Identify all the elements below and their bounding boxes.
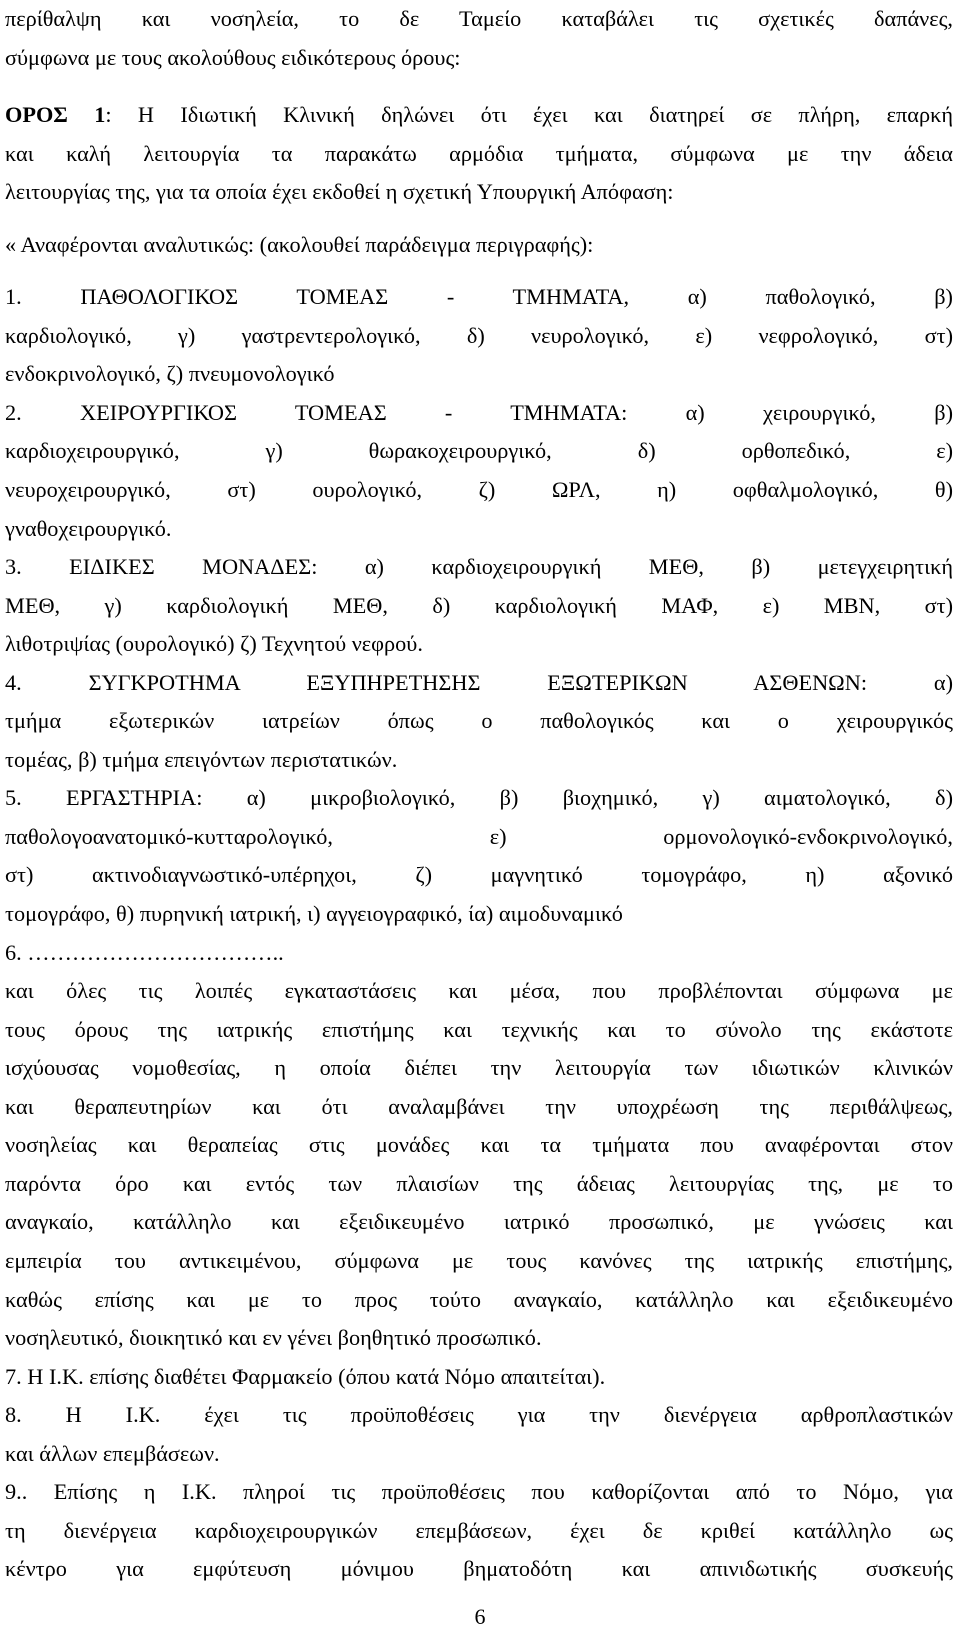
list-item-line: 7. Η Ι.Κ. επίσης διαθέτει Φαρμακείο (όπου κατά Νόμο απαιτείται). bbox=[5, 1363, 606, 1389]
term1-line: και καλή λειτουργία τα παρακάτω αρμόδια τμήματα, σύμφωνα με την άδεια bbox=[5, 140, 953, 166]
list-item-line: λιθοτριψίας (ουρολογικό) ζ) Τεχνητού νεφρού. bbox=[5, 631, 423, 657]
intro-line: σύμφωνα με τους ακολούθους ειδικότερους όρους: bbox=[5, 44, 461, 70]
list-item-line: ενδοκρινολογικό, ζ) πνευμονολογικό bbox=[5, 361, 335, 387]
list-item-line: καρδιοχειρουργικό, γ) θωρακοχειρουργικό, δ) ορθοπεδικό, ε) bbox=[5, 438, 953, 464]
list-item-line: νευροχειρουργικό, στ) ουρολογικό, ζ) ΩΡΛ, η) οφθαλμολογικό, θ) bbox=[5, 477, 953, 503]
list-item-line: τομέας, β) τμήμα επειγόντων περιστατικών. bbox=[5, 746, 398, 772]
list-item-line: νοσηλείας και θεραπείας στις μονάδες και τα τμήματα που αναφέρονται στον bbox=[5, 1132, 953, 1158]
list-item-line: καρδιολογικό, γ) γαστρεντερολογικό, δ) νευρολογικό, ε) νεφρολογικό, στ) bbox=[5, 322, 953, 348]
list-item-line: ισχύουσας νομοθεσίας, η οποία διέπει την λειτουργία των ιδιωτικών κλινικών bbox=[5, 1055, 953, 1081]
list-item-line: αναγκαίο, κατάλληλο και εξειδικευμένο ιατρικό προσωπικό, με γνώσεις και bbox=[5, 1209, 953, 1235]
list-item-line: 3. ΕΙΔΙΚΕΣ ΜΟΝΑΔΕΣ: α) καρδιοχειρουργική ΜΕΘ, β) μετεγχειρητική bbox=[5, 554, 953, 580]
term1-text: : Η Ιδιωτική Κλινική δηλώνει ότι έχει και διατηρεί σε πλήρη, επαρκή bbox=[105, 102, 953, 128]
document-page bbox=[5, 0, 953, 1589]
list-item-line: στ) ακτινοδιαγνωστικό-υπέρηχοι, ζ) μαγνητικό τομογράφο, η) αξονικό bbox=[5, 862, 953, 888]
intro-line: περίθαλψη και νοσηλεία, το δε Ταμείο καταβάλει τις σχετικές δαπάνες, bbox=[5, 6, 953, 31]
list-item-line: 4. ΣΥΓΚΡΟΤΗΜΑ ΕΞΥΠΗΡΕΤΗΣΗΣ ΕΞΩΤΕΡΙΚΩΝ ΑΣΘΕΝΩΝ: α) bbox=[5, 669, 953, 695]
list-item-line: 9.. Επίσης η Ι.Κ. πληροί τις προϋποθέσεις που καθορίζονται από το Νόμο, για bbox=[5, 1479, 953, 1505]
list-item-line: ΜΕΘ, γ) καρδιολογική ΜΕΘ, δ) καρδιολογική ΜΑΦ, ε) ΜΒΝ, στ) bbox=[5, 592, 953, 618]
term1-note: « Αναφέρονται αναλυτικώς: (ακολουθεί παράδειγμα περιγραφής): bbox=[5, 231, 594, 257]
list-item-line: τμήμα εξωτερικών ιατρείων όπως ο παθολογικός και ο χειρουργικός bbox=[5, 708, 953, 734]
list-item-line: 1. ΠΑΘΟΛΟΓΙΚΟΣ ΤΟΜΕΑΣ - ΤΜΗΜΑΤΑ, α) παθολογικό, β) bbox=[5, 284, 953, 310]
list-item-line: 6. …………………………….. bbox=[5, 939, 284, 965]
list-item-line: 8. Η Ι.Κ. έχει τις προϋποθέσεις για την διενέργεια αρθροπλαστικών bbox=[5, 1402, 953, 1428]
list-item-line: εμπειρία του αντικειμένου, σύμφωνα με τους κανόνες της ιατρικής επιστήμης, bbox=[5, 1247, 953, 1273]
list-item-line: νοσηλευτικό, διοικητικό και εν γένει βοηθητικό προσωπικό. bbox=[5, 1325, 542, 1351]
list-item-line: και όλες τις λοιπές εγκαταστάσεις και μέσα, που προβλέπονται σύμφωνα με bbox=[5, 978, 953, 1004]
list-item-line: 5. ΕΡΓΑΣΤΗΡΙΑ: α) μικροβιολογικό, β) βιοχημικό, γ) αιματολογικό, δ) bbox=[5, 785, 953, 811]
list-item-line: παρόντα όρο και εντός των πλαισίων της άδειας λειτουργίας της, με το bbox=[5, 1170, 953, 1196]
list-item-line: κέντρο για εμφύτευση μόνιμου βηματοδότη και απινιδωτικής συσκευής bbox=[5, 1556, 953, 1582]
term1-label: ΟΡΟΣ 1 bbox=[5, 102, 106, 128]
list-item-line: τη διενέργεια καρδιοχειρουργικών επεμβάσεων, έχει δε κριθεί κατάλληλο ως bbox=[5, 1517, 953, 1543]
term1-line bbox=[5, 96, 953, 135]
page-number: 6 bbox=[474, 1604, 486, 1629]
term1-line: λειτουργίας της, για τα οποία έχει εκδοθεί η σχετική Υπουργική Απόφαση: bbox=[5, 179, 674, 205]
list-item-line: παθολογοανατομικό-κυτταρολογικό, ε) ορμονολογικό-ενδοκρινολογικό, bbox=[5, 823, 953, 849]
list-item-line: και άλλων επεμβάσεων. bbox=[5, 1440, 220, 1466]
list-item-line: και θεραπευτηρίων και ότι αναλαμβάνει την υποχρέωση της περιθάλψεως, bbox=[5, 1093, 953, 1119]
list-item-line: τομογράφο, θ) πυρηνική ιατρική, ι) αγγειογραφικό, ία) αιμοδυναμικό bbox=[5, 901, 623, 927]
list-item-line: τους όρους της ιατρικής επιστήμης και τεχνικής και το σύνολο της εκάστοτε bbox=[5, 1016, 953, 1042]
list-item-line: καθώς επίσης και με το προς τούτο αναγκαίο, κατάλληλο και εξειδικευμένο bbox=[5, 1286, 953, 1312]
list-item-line: 2. ΧΕΙΡΟΥΡΓΙΚΟΣ ΤΟΜΕΑΣ - ΤΜΗΜΑΤΑ: α) χειρουργικό, β) bbox=[5, 399, 953, 425]
list-item-line: γναθοχειρουργικό. bbox=[5, 515, 172, 541]
